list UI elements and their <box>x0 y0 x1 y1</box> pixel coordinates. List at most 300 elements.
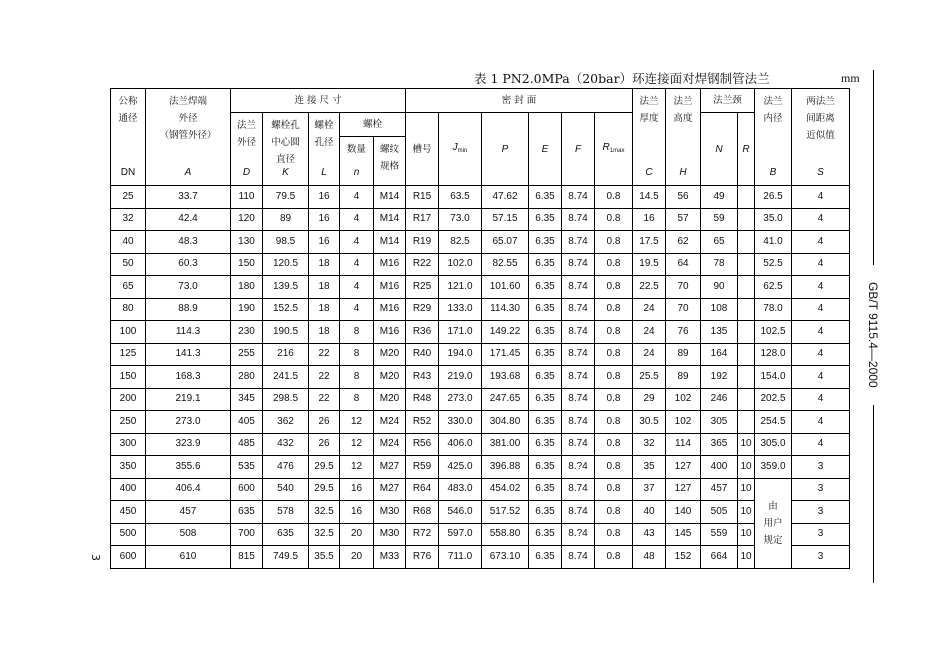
table-cell: 362 <box>263 411 309 434</box>
table-cell: 114 <box>666 433 701 456</box>
table-cell: 17.5 <box>633 231 666 254</box>
table-cell: 26 <box>309 411 340 434</box>
table-cell: 89 <box>666 366 701 389</box>
table-cell: 41.0 <box>755 231 792 254</box>
table-cell: 43 <box>633 523 666 546</box>
table-cell: 171.0 <box>439 321 482 344</box>
table-cell: 396.88 <box>482 456 529 479</box>
table-cell: R17 <box>406 208 439 231</box>
table-cell: 4 <box>792 298 850 321</box>
table-cell <box>738 298 755 321</box>
table-cell: 546.0 <box>439 501 482 524</box>
table-cell: 29.5 <box>309 456 340 479</box>
table-row <box>111 411 850 434</box>
table-cell: 33.7 <box>146 186 231 209</box>
table-cell: 47.62 <box>482 186 529 209</box>
height-symbol: H <box>679 167 687 178</box>
table-cell: 0.8 <box>595 208 633 231</box>
table-cell: 102 <box>666 411 701 434</box>
table-cell: 20 <box>340 546 374 569</box>
table-cell: 4 <box>792 253 850 276</box>
table-cell: 194.0 <box>439 343 482 366</box>
table-cell <box>738 186 755 209</box>
table-cell: 298.5 <box>263 388 309 411</box>
table-cell: R25 <box>406 276 439 299</box>
table-cell: 89 <box>263 208 309 231</box>
table-cell: 8 <box>340 366 374 389</box>
bolt-qty-label: 数量 <box>346 144 366 155</box>
bolt-hole-symbol: L <box>321 167 327 178</box>
table-cell: R68 <box>406 501 439 524</box>
table-cell: 80 <box>111 298 146 321</box>
table-cell: 149.22 <box>482 321 529 344</box>
table-cell <box>738 366 755 389</box>
table-cell: 78 <box>701 253 738 276</box>
table-cell: 280 <box>231 366 263 389</box>
table-cell: 0.8 <box>595 231 633 254</box>
table-cell: 18 <box>309 253 340 276</box>
j-symbol: $J_{min}$ <box>452 141 468 154</box>
table-cell: M27 <box>374 456 406 479</box>
gap-symbol: S <box>817 167 824 178</box>
table-cell: 16 <box>309 208 340 231</box>
table-row <box>111 388 850 411</box>
nominal-label: 公称 通径 <box>118 96 138 124</box>
table-cell: 120 <box>231 208 263 231</box>
table-cell: M14 <box>374 208 406 231</box>
table-cell: 101.60 <box>482 276 529 299</box>
r2-symbol: R <box>742 143 750 155</box>
table-cell: 8.74 <box>562 253 595 276</box>
table-cell: 180 <box>231 276 263 299</box>
table-cell: 62.5 <box>755 276 792 299</box>
table-cell: 664 <box>701 546 738 569</box>
page-number: 3 <box>89 554 102 561</box>
table-cell: 8.74 <box>562 186 595 209</box>
table-cell: 10 <box>738 456 755 479</box>
table-cell: 73.0 <box>146 276 231 299</box>
table-cell: 65.07 <box>482 231 529 254</box>
table-cell: 65 <box>111 276 146 299</box>
table-cell: 152.5 <box>263 298 309 321</box>
table-row <box>111 478 850 501</box>
table-cell: 140 <box>666 501 701 524</box>
table-cell: M20 <box>374 388 406 411</box>
table-cell: 98.5 <box>263 231 309 254</box>
table-cell: R52 <box>406 411 439 434</box>
table-cell: 3 <box>792 501 850 524</box>
table-cell: 711.0 <box>439 546 482 569</box>
table-cell: 10 <box>738 523 755 546</box>
table-cell: 190.5 <box>263 321 309 344</box>
col-head-bolt-hole <box>309 113 340 186</box>
table-cell: M30 <box>374 501 406 524</box>
table-cell: 305.0 <box>755 433 792 456</box>
table-cell: 6.35 <box>529 433 562 456</box>
table-cell: M20 <box>374 343 406 366</box>
table-cell: 88.9 <box>146 298 231 321</box>
table-cell: 8 <box>340 321 374 344</box>
col-head-groove: 槽号 <box>406 113 439 186</box>
table-cell: 4 <box>792 433 850 456</box>
table-cell: M27 <box>374 478 406 501</box>
table-cell: 0.8 <box>595 298 633 321</box>
table-cell: 32.5 <box>309 523 340 546</box>
table-cell: R43 <box>406 366 439 389</box>
table-cell: 29 <box>633 388 666 411</box>
table-cell: 6.35 <box>529 478 562 501</box>
table-row <box>111 523 850 546</box>
table-cell: 40 <box>111 231 146 254</box>
table-cell: 120.5 <box>263 253 309 276</box>
table-cell: 219.0 <box>439 366 482 389</box>
col-head-n <box>701 113 738 186</box>
table-cell: 12 <box>340 411 374 434</box>
table-row <box>111 433 850 456</box>
table-cell: 8.74 <box>562 276 595 299</box>
table-cell: 139.5 <box>263 276 309 299</box>
table-cell: 4 <box>792 321 850 344</box>
table-cell: 42.4 <box>146 208 231 231</box>
table-cell <box>738 343 755 366</box>
table-cell: 273.0 <box>146 411 231 434</box>
table-cell: 60.3 <box>146 253 231 276</box>
table-cell: 246 <box>701 388 738 411</box>
table-cell: 600 <box>111 546 146 569</box>
table-cell: 65 <box>701 231 738 254</box>
nominal-symbol: DN <box>120 167 136 178</box>
side-rule-bottom <box>873 405 874 583</box>
table-cell: 6.35 <box>529 388 562 411</box>
table-cell: 6.35 <box>529 186 562 209</box>
table-cell: 35.0 <box>755 208 792 231</box>
table-cell: 114.3 <box>146 321 231 344</box>
table-cell: 73.0 <box>439 208 482 231</box>
table-cell: 20 <box>340 523 374 546</box>
table-cell: 6.35 <box>529 231 562 254</box>
standard-code: GB/T 9115.4—2000 <box>866 282 880 388</box>
table-cell: 454.02 <box>482 478 529 501</box>
table-cell: 0.8 <box>595 366 633 389</box>
table-cell: 29.5 <box>309 478 340 501</box>
table-cell: 0.8 <box>595 546 633 569</box>
table-cell: 4 <box>340 186 374 209</box>
thickness-label: 法兰 厚度 <box>639 96 659 124</box>
table-cell: M16 <box>374 276 406 299</box>
table-cell: 192 <box>701 366 738 389</box>
table-cell: 164 <box>701 343 738 366</box>
table-cell: 400 <box>701 456 738 479</box>
table-cell: 150 <box>111 366 146 389</box>
flange-od-label: 法兰 外径 <box>236 120 256 148</box>
table-cell: 305 <box>701 411 738 434</box>
table-cell: 400 <box>111 478 146 501</box>
table-cell: 6.35 <box>529 501 562 524</box>
table-cell: 154.0 <box>755 366 792 389</box>
table-cell: 10 <box>738 433 755 456</box>
table-cell: 8.74 <box>562 343 595 366</box>
table-cell: 8.74 <box>562 478 595 501</box>
table-cell: 359.0 <box>755 456 792 479</box>
table-cell: 6.35 <box>529 456 562 479</box>
unit-label: mm <box>841 71 860 85</box>
table-cell: 59 <box>701 208 738 231</box>
table-cell: 102.5 <box>755 321 792 344</box>
table-cell: 350 <box>111 456 146 479</box>
table-cell: 82.5 <box>439 231 482 254</box>
table-cell: R40 <box>406 343 439 366</box>
table-cell: 8.74 <box>562 231 595 254</box>
col-head-r1 <box>595 113 633 186</box>
table-cell: 4 <box>340 231 374 254</box>
table-cell: 128.0 <box>755 343 792 366</box>
table-cell: 323.9 <box>146 433 231 456</box>
table-cell: 0.8 <box>595 388 633 411</box>
bore-symbol: B <box>769 167 777 178</box>
table-row <box>111 501 850 524</box>
table-cell: 4 <box>792 366 850 389</box>
table-cell: 673.10 <box>482 546 529 569</box>
table-row <box>111 231 850 254</box>
table-cell: 16 <box>633 208 666 231</box>
flange-table <box>110 88 850 569</box>
col-head-e <box>529 113 562 186</box>
table-row <box>111 366 850 389</box>
table-cell: 16 <box>309 186 340 209</box>
table-cell: 35.5 <box>309 546 340 569</box>
table-cell: 457 <box>146 501 231 524</box>
table-cell: 26.5 <box>755 186 792 209</box>
table-cell: 3 <box>792 546 850 569</box>
table-cell: 6.35 <box>529 343 562 366</box>
table-cell: 0.8 <box>595 456 633 479</box>
col-head-conn: 连 接 尺 寸 <box>231 89 406 113</box>
bolt-circle-symbol: K <box>282 167 289 178</box>
table-cell: M16 <box>374 253 406 276</box>
table-cell: 125 <box>111 343 146 366</box>
col-head-bolt-circle <box>263 113 309 186</box>
table-cell: 4 <box>792 411 850 434</box>
table-cell <box>738 411 755 434</box>
e-symbol: E <box>541 143 549 155</box>
table-cell: R76 <box>406 546 439 569</box>
table-cell: 22 <box>309 366 340 389</box>
table-cell: 152 <box>666 546 701 569</box>
table-cell: 35 <box>633 456 666 479</box>
col-head-neck: 法兰颈 <box>701 89 755 113</box>
table-row <box>111 208 850 231</box>
table-cell: 330.0 <box>439 411 482 434</box>
table-cell: M24 <box>374 411 406 434</box>
table-cell: 505 <box>701 501 738 524</box>
table-cell: 135 <box>701 321 738 344</box>
outer-symbol: A <box>184 167 192 178</box>
table-cell: 6.35 <box>529 523 562 546</box>
table-cell: 121.0 <box>439 276 482 299</box>
table-cell: 18 <box>309 298 340 321</box>
table-cell: 3 <box>792 456 850 479</box>
table-cell: 0.8 <box>595 253 633 276</box>
table-cell: M14 <box>374 186 406 209</box>
col-head-gap <box>792 89 850 186</box>
table-cell: 559 <box>701 523 738 546</box>
table-cell: 70 <box>666 298 701 321</box>
table-cell: 6.35 <box>529 298 562 321</box>
table-cell: 815 <box>231 546 263 569</box>
table-cell: 457 <box>701 478 738 501</box>
table-cell: R48 <box>406 388 439 411</box>
table-cell: R29 <box>406 298 439 321</box>
table-cell: 4 <box>792 276 850 299</box>
table-cell: 10 <box>738 501 755 524</box>
table-cell: R19 <box>406 231 439 254</box>
table-cell: 6.35 <box>529 546 562 569</box>
table-cell: R64 <box>406 478 439 501</box>
table-cell: R56 <box>406 433 439 456</box>
table-cell: 0.8 <box>595 501 633 524</box>
side-rule-top <box>873 70 874 265</box>
col-head-thread <box>374 137 406 186</box>
table-cell: 405 <box>231 411 263 434</box>
table-cell: 57.15 <box>482 208 529 231</box>
table-cell: 216 <box>263 343 309 366</box>
table-cell: 255 <box>231 343 263 366</box>
table-cell: 610 <box>146 546 231 569</box>
col-head-seal: 密 封 面 <box>406 89 633 113</box>
table-cell: M16 <box>374 298 406 321</box>
table-cell: 247.65 <box>482 388 529 411</box>
table-cell: 102.0 <box>439 253 482 276</box>
table-cell: 127 <box>666 456 701 479</box>
table-cell: 432 <box>263 433 309 456</box>
table-row <box>111 298 850 321</box>
table-cell: 171.45 <box>482 343 529 366</box>
table-cell: 63.5 <box>439 186 482 209</box>
table-cell: 8.74 <box>562 433 595 456</box>
table-cell: 12 <box>340 433 374 456</box>
bolt-circle-label: 螺栓孔 中心圆 直径 <box>271 120 300 165</box>
table-cell: 141.3 <box>146 343 231 366</box>
table-cell: 517.52 <box>482 501 529 524</box>
table-cell: 4 <box>792 343 850 366</box>
table-cell: M16 <box>374 321 406 344</box>
table-cell: 52.5 <box>755 253 792 276</box>
table-cell: 425.0 <box>439 456 482 479</box>
table-cell: 24 <box>633 343 666 366</box>
table-cell: 0.8 <box>595 523 633 546</box>
table-cell: 635 <box>263 523 309 546</box>
table-cell <box>738 321 755 344</box>
table-cell: 365 <box>701 433 738 456</box>
table-cell: 6.35 <box>529 208 562 231</box>
table-cell: 345 <box>231 388 263 411</box>
table-cell: 57 <box>666 208 701 231</box>
table-cell: 145 <box>666 523 701 546</box>
table-cell: 8.74 <box>562 321 595 344</box>
table-cell: 4 <box>340 253 374 276</box>
table-cell: 241.5 <box>263 366 309 389</box>
p-symbol: P <box>501 143 509 155</box>
table-row <box>111 343 850 366</box>
table-cell: 406.0 <box>439 433 482 456</box>
table-cell: 50 <box>111 253 146 276</box>
col-head-r2 <box>738 113 755 186</box>
table-cell: 25.5 <box>633 366 666 389</box>
table-cell: 30.5 <box>633 411 666 434</box>
col-head-f <box>562 113 595 186</box>
table-cell: 26 <box>309 433 340 456</box>
table-cell: 254.5 <box>755 411 792 434</box>
table-cell: 250 <box>111 411 146 434</box>
table-cell <box>738 253 755 276</box>
table-cell: 190 <box>231 298 263 321</box>
table-cell: R22 <box>406 253 439 276</box>
table-cell <box>738 388 755 411</box>
table-cell: 540 <box>263 478 309 501</box>
table-cell: 18 <box>309 276 340 299</box>
table-cell: 8.74 <box>562 388 595 411</box>
table-cell: 4 <box>340 298 374 321</box>
table-cell: 0.8 <box>595 433 633 456</box>
table-cell: 304.80 <box>482 411 529 434</box>
table-cell: 78.0 <box>755 298 792 321</box>
table-cell: 200 <box>111 388 146 411</box>
table-cell: 37 <box>633 478 666 501</box>
table-cell: 24 <box>633 298 666 321</box>
table-cell: 4 <box>792 186 850 209</box>
table-cell: 16 <box>309 231 340 254</box>
table-row <box>111 253 850 276</box>
user-specified-cell <box>755 478 792 568</box>
table-cell: 8.?4 <box>562 456 595 479</box>
table-cell: 597.0 <box>439 523 482 546</box>
table-cell: 476 <box>263 456 309 479</box>
table-cell: 8.74 <box>562 298 595 321</box>
table-cell: 4 <box>340 276 374 299</box>
table-cell: 300 <box>111 433 146 456</box>
table-cell: R72 <box>406 523 439 546</box>
table-cell: 56 <box>666 186 701 209</box>
table-cell: 32 <box>633 433 666 456</box>
bore-label: 法兰 内径 <box>763 96 783 124</box>
height-label: 法兰 高度 <box>673 96 693 124</box>
table-cell: 18 <box>309 321 340 344</box>
table-cell: 6.35 <box>529 253 562 276</box>
table-cell: 12 <box>340 456 374 479</box>
table-cell: M30 <box>374 523 406 546</box>
table-cell: 10 <box>738 546 755 569</box>
table-cell: 4 <box>792 231 850 254</box>
table-cell: 3 <box>792 478 850 501</box>
table-cell: 193.68 <box>482 366 529 389</box>
thickness-symbol: C <box>645 167 653 178</box>
table-cell: 381.00 <box>482 433 529 456</box>
table-cell: 168.3 <box>146 366 231 389</box>
table-cell: 22 <box>309 388 340 411</box>
table-cell: 635 <box>231 501 263 524</box>
table-cell: 76 <box>666 321 701 344</box>
outer-label: 法兰焊端 外径 （钢管外径） <box>159 96 217 141</box>
table-cell: 114.30 <box>482 298 529 321</box>
table-cell: 3 <box>792 523 850 546</box>
col-head-bore <box>755 89 792 186</box>
table-cell: 24 <box>633 321 666 344</box>
table-row <box>111 186 850 209</box>
table-cell: 4 <box>792 388 850 411</box>
user-specified-label: 由 用户 规定 <box>763 500 783 546</box>
table-cell: 14.5 <box>633 186 666 209</box>
table-row <box>111 546 850 569</box>
